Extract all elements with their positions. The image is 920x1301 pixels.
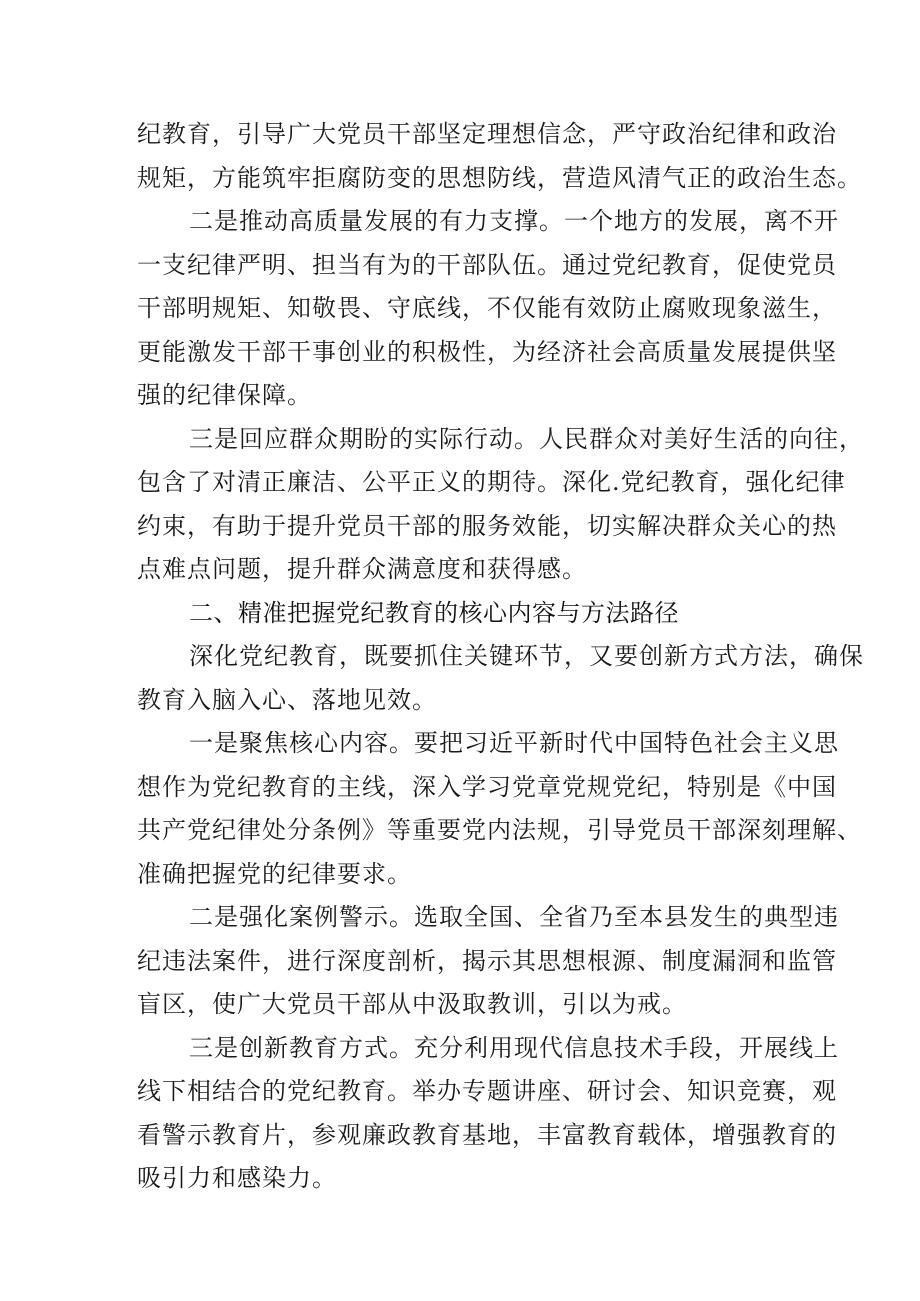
text-line: 看警示教育片，参观廉政教育基地，丰富教育载体，增强教育的 <box>137 1120 837 1149</box>
paragraph-start-line: 三是创新教育方式。充分利用现代信息技术手段，开展线上 <box>189 1033 839 1062</box>
paragraph-start-line: 二是强化案例警示。选取全国、全省乃至本县发生的典型违 <box>189 903 839 931</box>
paragraph-start-line: 三是回应群众期盼的实际行动。人民群众对美好生活的向往， <box>189 424 864 453</box>
text-line: 盲区，使广大党员干部从中汲取教训，引以为戒。 <box>137 990 687 1018</box>
text-line: 线下相结合的党纪教育。举办专题讲座、研讨会、知识竞赛，观 <box>137 1077 837 1105</box>
text-line: 点难点问题，提升群众满意度和获得感。 <box>137 555 587 583</box>
text-line: 教育入脑入心、落地见效。 <box>137 685 437 714</box>
text-line: 规矩，方能筑牢拒腐防变的思想防线，营造风清气正的政治生态。 <box>137 163 862 192</box>
text-line: 准确把握党的纪律要求。 <box>137 859 412 888</box>
text-line: 干部明规矩、知敬畏、守底线，不仅能有效防止腐败现象滋生， <box>137 294 837 322</box>
paragraph-start-line: 二是推动高质量发展的有力支撑。一个地方的发展，离不开 <box>189 207 839 235</box>
text-line: 强的纪律保障。 <box>137 381 312 409</box>
text-line: 吸引力和感染力。 <box>137 1164 337 1192</box>
text-line: 更能激发干部干事创业的积极性，为经济社会高质量发展提供坚 <box>137 337 837 366</box>
paragraph-start-line: 一是聚焦核心内容。要把习近平新时代中国特色社会主义思 <box>189 729 839 757</box>
section-heading: 二、精准把握党纪教育的核心内容与方法路径 <box>189 598 679 627</box>
text-line: 一支纪律严明、担当有为的干部队伍。通过党纪教育，促使党员 <box>137 250 837 279</box>
text-line: 纪教育，引导广大党员干部坚定理想信念，严守政治纪律和政治 <box>137 120 837 148</box>
text-line: 想作为党纪教育的主线，深入学习党章党规党纪，特别是《中国 <box>137 772 837 801</box>
text-line: 共产党纪律处分条例》等重要党内法规，引导党员干部深刻理解、 <box>137 816 862 844</box>
text-line: 约束，有助于提升党员干部的服务效能，切实解决群众关心的热 <box>137 511 837 540</box>
text-line: 纪违法案件，进行深度剖析，揭示其思想根源、制度漏洞和监管 <box>137 946 837 975</box>
text-line: 包含了对清正廉洁、公平正义的期待。深化.党纪教育，强化纪律 <box>137 468 846 496</box>
body-text <box>137 113 864 1201</box>
paragraph-start-line: 深化党纪教育，既要抓住关键环节，又要创新方式方法，确保 <box>189 642 864 670</box>
